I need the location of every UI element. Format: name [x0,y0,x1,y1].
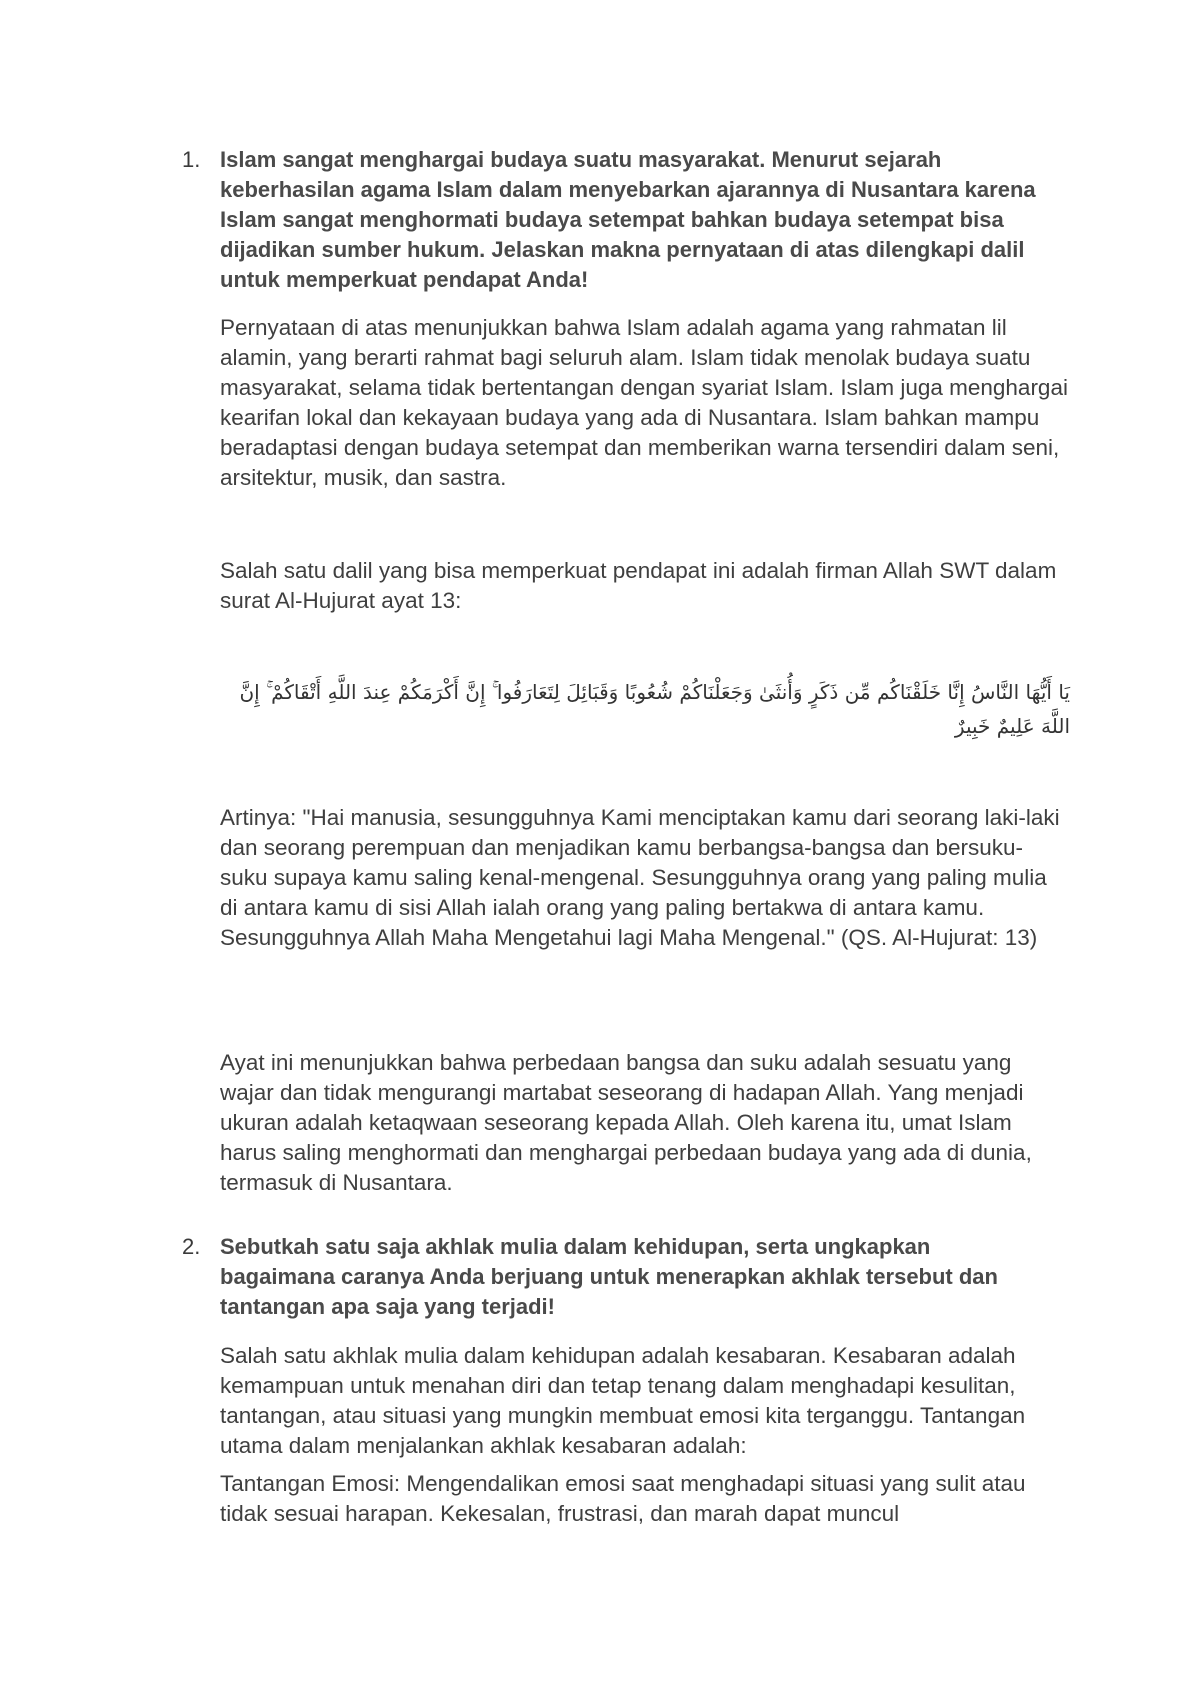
answer-paragraph: Ayat ini menunjukkan bahwa perbedaan bangsa dan suku adalah sesuatu yang wajar dan tidak mengurangi martabat seseorang di hadapan Allah. Yang menjadi ukuran adalah ketaqwaan seseorang kepada Allah. Oleh karena itu, umat Islam harus saling menghormati dan menghargai perbedaan budaya yang ada di dunia, termasuk di Nusantara. [220,1050,1032,1195]
question-text: Islam sangat menghargai budaya suatu masyarakat. Menurut sejarah keberhasilan agama Islam dalam menyebarkan ajarannya di Nusantara karena Islam sangat menghormati budaya setempat bahkan budaya setempat bisa dijadikan sumber hukum. Jelaskan makna pernyataan di atas dilengkapi dalil untuk memperkuat pendapat Anda! [220,147,1036,292]
answer-paragraph: Artinya: "Hai manusia, sesungguhnya Kami menciptakan kamu dari seorang laki-laki dan seorang perempuan dan menjadikan kamu berbangsa-bangsa dan bersuku-suku supaya kamu saling kenal-mengenal. Sesungguhnya orang yang paling mulia di antara kamu di sisi Allah ialah orang yang paling bertakwa di antara kamu. Sesungguhnya Allah Maha Mengetahui lagi Maha Mengenal." (QS. Al-Hujurat: 13) [220,805,1060,950]
answer-paragraph: Salah satu dalil yang bisa memperkuat pendapat ini adalah firman Allah SWT dalam surat Al-Hujurat ayat 13: [220,558,1057,613]
answer-paragraph: Pernyataan di atas menunjukkan bahwa Islam adalah agama yang rahmatan lil alamin, yang berarti rahmat bagi seluruh alam. Islam tidak menolak budaya suatu masyarakat, selama tidak bertentangan dengan syariat Islam. Islam juga menghargai kearifan lokal dan kekayaan budaya yang ada di Nusantara. Islam bahkan mampu beradaptasi dengan budaya setempat dan memberikan warna tersendiri dalam seni, arsitektur, musik, dan sastra. [220,315,1068,490]
list-number: 2. [182,1234,201,1259]
answer-paragraph: Tantangan Emosi: Mengendalikan emosi saat menghadapi situasi yang sulit atau tidak sesuai harapan. Kekesalan, frustrasi, dan marah dapat muncul [220,1471,1026,1526]
question-text: Sebutkah satu saja akhlak mulia dalam kehidupan, serta ungkapkan bagaimana caranya Anda berjuang untuk menerapkan akhlak tersebut dan tantangan apa saja yang terjadi! [220,1234,998,1319]
answer-paragraph: Salah satu akhlak mulia dalam kehidupan adalah kesabaran. Kesabaran adalah kemampuan untuk menahan diri dan tetap tenang dalam menghadapi kesulitan, tantangan, atau situasi yang mungkin membuat emosi kita terganggu. Tantangan utama dalam menjalankan akhlak kesabaran adalah: [220,1343,1026,1458]
list-number: 1. [182,147,201,172]
arabic-verse: يَا أَيُّهَا النَّاسُ إِنَّا خَلَقْنَاكُم مِّن ذَكَرٍ وَأُنثَىٰ وَجَعَلْنَاكُمْ شُعُوبًا وَقَبَائِلَ لِتَعَارَفُوا ۚ إِنَّ أَكْرَمَكُمْ عِندَ اللَّهِ أَتْقَاكُمْ ۚ إِنَّ اللَّهَ عَلِيمٌ خَبِيرٌ [239,680,1070,738]
